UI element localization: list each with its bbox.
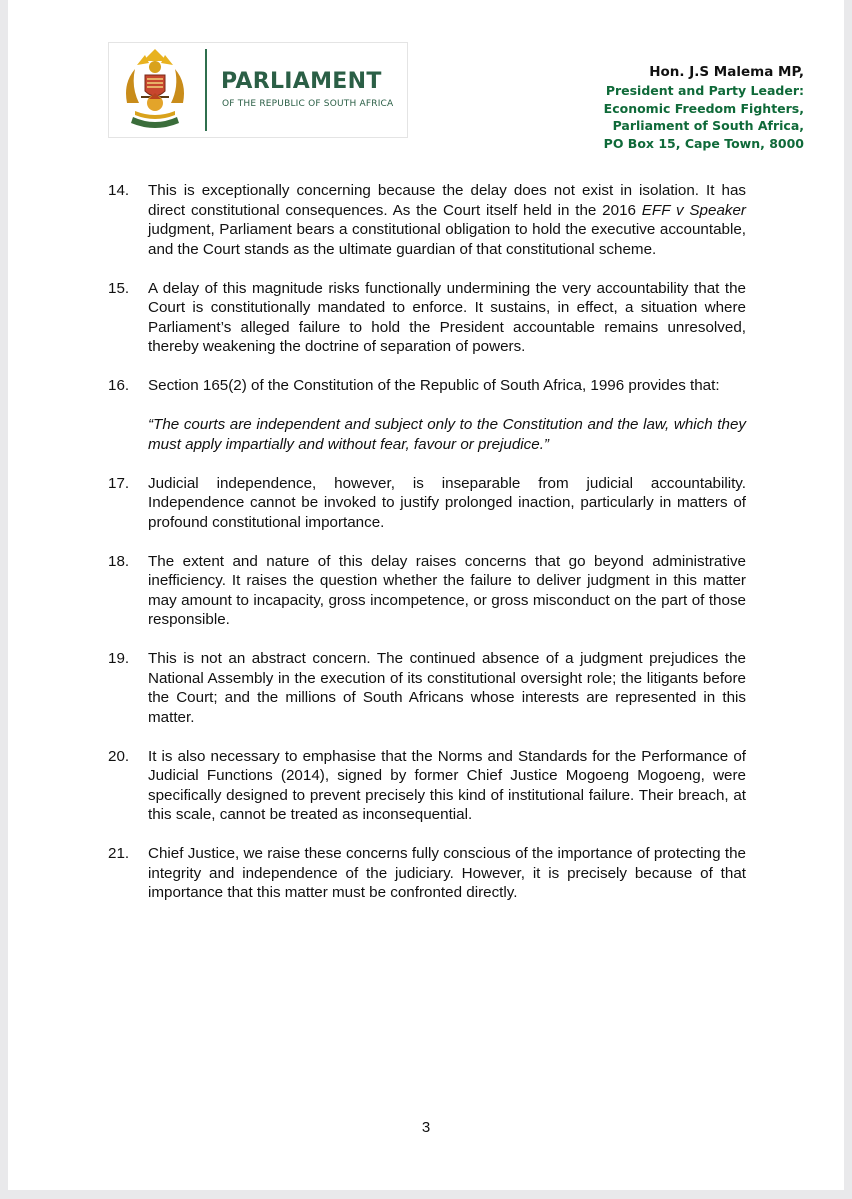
paragraph-16 (108, 376, 746, 454)
sender-name: Hon. J.S Malema MP, (649, 64, 804, 80)
address-line: President and Party Leader: (605, 82, 804, 98)
paragraph-21 (108, 844, 746, 903)
paragraph-18 (108, 552, 746, 630)
paragraph-number: 14. (108, 182, 130, 199)
paragraph-text-part: judgment, Parliament bears a constitutional obligation to hold the executive accountable, and the Court stands as the ultimate guardian of that constitutional scheme. (148, 221, 746, 258)
logo-subtitle: OF THE REPUBLIC OF SOUTH AFRICA (222, 99, 394, 109)
paragraph-20 (108, 747, 746, 825)
paragraph-number: 16. (108, 377, 130, 394)
page-number: 3 (421, 1119, 431, 1136)
address-line: PO Box 15, Cape Town, 8000 (603, 136, 804, 152)
case-citation: EFF v Speaker (641, 201, 746, 219)
constitution-quote: “The courts are independent and subject only to the Constitution and the law, which they must apply impartially and without fear, favour or prejudice.” (148, 416, 746, 453)
paragraph-number: 18. (108, 552, 130, 570)
paragraph-text-part: This is exceptionally concerning because the delay does not exist in isolation. It has direct constitutional consequences. As the Court itself held in the 2016 (148, 182, 746, 219)
paragraph-text: Judicial independence, however, is inseparable from judicial accountability. Independence cannot be invoked to justify prolonged inaction, particularly in matters of profound constitutional importance. (148, 474, 746, 531)
paragraph-14 (108, 181, 746, 259)
paragraph-number: 15. (108, 279, 130, 297)
paragraph-number: 19. (108, 650, 130, 667)
letter-body (108, 181, 746, 922)
paragraph-text: A delay of this magnitude risks functionally undermining the very accountability that the Court is constitutionally mandated to enforce. It sustains, in effect, a situation where Parliament’s alleged failure to hold the President accountable remains unresolved, thereby weakening the doctrine of separation of powers. (148, 279, 746, 355)
paragraph-text (148, 181, 746, 259)
paragraph-number: 17. (108, 474, 130, 492)
parliament-logo (108, 42, 408, 138)
document-page (8, 0, 844, 1190)
paragraph-text: The extent and nature of this delay raises concerns that go beyond administrative inefficiency. It raises the question whether the failure to deliver judgment in this matter may amount to incapacity, gross incompetence, or gross misconduct on the part of those responsible. (148, 552, 746, 628)
address-line: Parliament of South Africa, (612, 118, 804, 134)
paragraph-19 (108, 649, 746, 727)
paragraph-text: Section 165(2) of the Constitution of the Republic of South Africa, 1996 provides that: (148, 377, 720, 394)
address-line: Economic Freedom Fighters, (603, 100, 804, 116)
paragraph-number: 21. (108, 845, 130, 862)
logo-divider (205, 49, 207, 131)
logo-title: PARLIAMENT (221, 69, 382, 94)
paragraph-body (148, 376, 746, 454)
paragraph-number: 20. (108, 747, 130, 765)
paragraph-text: Chief Justice, we raise these concerns fully conscious of the importance of protecting the integrity and independence of the judiciary. However, it is precisely because of that importance that this matter must be confronted directly. (148, 845, 746, 901)
sender-address (604, 64, 804, 153)
paragraph-text: It is also necessary to emphasise that the Norms and Standards for the Performance of Judicial Functions (2014), signed by former Chief Justice Mogoeng Mogoeng, were specifically designed to prevent precisely this kind of institutional failure. Their breach, at this scale, cannot be treated as inconsequential. (148, 747, 746, 823)
paragraph-17 (108, 474, 746, 533)
paragraph-15 (108, 279, 746, 357)
paragraph-text: This is not an abstract concern. The continued absence of a judgment prejudices the National Assembly in the execution of its constitutional oversight role; the litigants before the Court; and the millions of South Africans whose interests are represented in this matter. (148, 650, 746, 726)
coat-of-arms-icon (115, 47, 195, 133)
